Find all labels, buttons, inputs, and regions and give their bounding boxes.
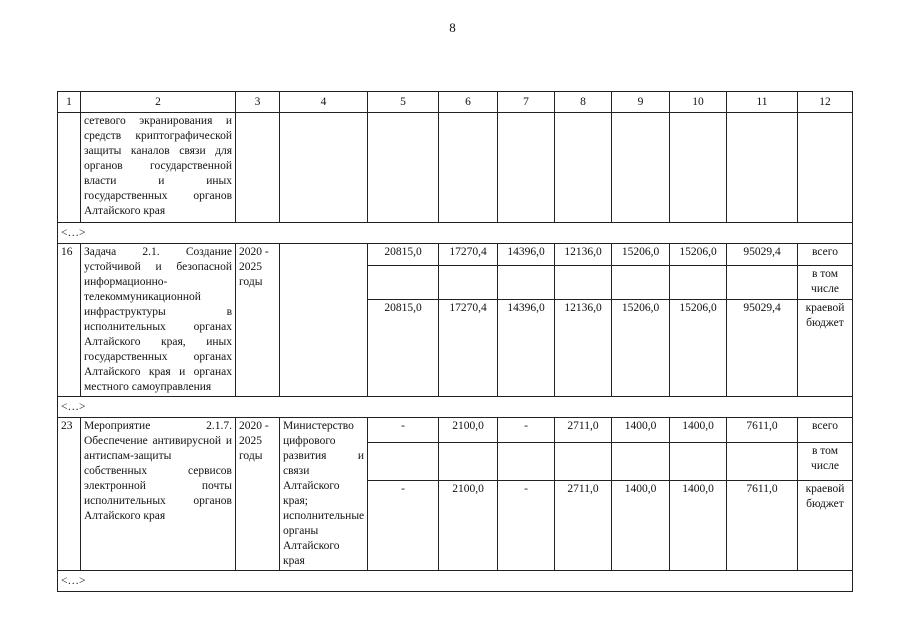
table-row [58,244,853,266]
ellipsis-text: <…> [58,397,853,418]
column-header: 6 [439,92,498,113]
value-cell: 14396,0 [498,244,555,266]
value-cell: 2100,0 [439,481,498,571]
column-header: 12 [798,92,853,113]
row-executor [280,244,368,397]
row-years: 2020 - 2025 годы [236,244,280,397]
ellipsis-row [58,571,853,592]
value-cell: 15206,0 [670,244,727,266]
value-cell: 15206,0 [612,300,670,397]
value-cell: - [498,418,555,443]
funding-label: в том числе [798,266,853,300]
ellipsis-row [58,223,853,244]
ellipsis-row [58,397,853,418]
value-cell: 17270,4 [439,244,498,266]
page-number: 8 [449,20,456,35]
value-cell: 14396,0 [498,300,555,397]
continuation-row [58,113,853,223]
row-years: 2020 - 2025 годы [236,418,280,571]
value-cell: 7611,0 [727,481,798,571]
value-cell: 2711,0 [555,418,612,443]
value-cell: 15206,0 [612,244,670,266]
funding-label: всего [798,418,853,443]
row-number: 16 [58,244,81,397]
column-header: 2 [81,92,236,113]
value-cell: 1400,0 [670,481,727,571]
funding-label: краевой бюджет [798,481,853,571]
value-cell: 2711,0 [555,481,612,571]
column-header: 11 [727,92,798,113]
column-header: 1 [58,92,81,113]
ellipsis-text: <…> [58,223,853,244]
program-table [57,91,853,592]
value-cell: 15206,0 [670,300,727,397]
value-cell: - [498,481,555,571]
row-title: Задача 2.1. Создание устойчивой и безопасной информационно-телекоммуникационной инфраструктуры в исполнительных органах Алтайского края, иных государственных органах Алтайского края и органах местного самоуправления [81,244,236,397]
value-cell: 17270,4 [439,300,498,397]
row-executor: Министерство цифрового развития и связи Алтайского края; исполнительные органы Алтайского края [280,418,368,571]
row-title: Мероприятие 2.1.7. Обеспечение антивирусной и антиспам-защиты собственных сервисов электронной почты исполнительных органов Алтайского края [81,418,236,571]
ellipsis-text: <…> [58,571,853,592]
value-cell: 1400,0 [670,418,727,443]
value-cell: 20815,0 [368,244,439,266]
value-cell: 95029,4 [727,300,798,397]
column-header: 5 [368,92,439,113]
column-header: 10 [670,92,727,113]
value-cell: 95029,4 [727,244,798,266]
value-cell: 1400,0 [612,481,670,571]
column-header: 3 [236,92,280,113]
funding-label: в том числе [798,442,853,480]
value-cell: - [368,481,439,571]
value-cell: - [368,418,439,443]
funding-label: краевой бюджет [798,300,853,397]
value-cell: 20815,0 [368,300,439,397]
row-number: 23 [58,418,81,571]
column-header: 8 [555,92,612,113]
value-cell: 2100,0 [439,418,498,443]
table-row [58,418,853,443]
column-header: 7 [498,92,555,113]
column-header: 9 [612,92,670,113]
value-cell: 1400,0 [612,418,670,443]
funding-label: всего [798,244,853,266]
value-cell: 12136,0 [555,244,612,266]
value-cell: 12136,0 [555,300,612,397]
header-row [58,92,853,113]
continuation-text: сетевого экранирования и средств криптографической защиты каналов связи для органов государственной власти и иных государственных органов Алтайского края [81,113,236,223]
value-cell: 7611,0 [727,418,798,443]
column-header: 4 [280,92,368,113]
